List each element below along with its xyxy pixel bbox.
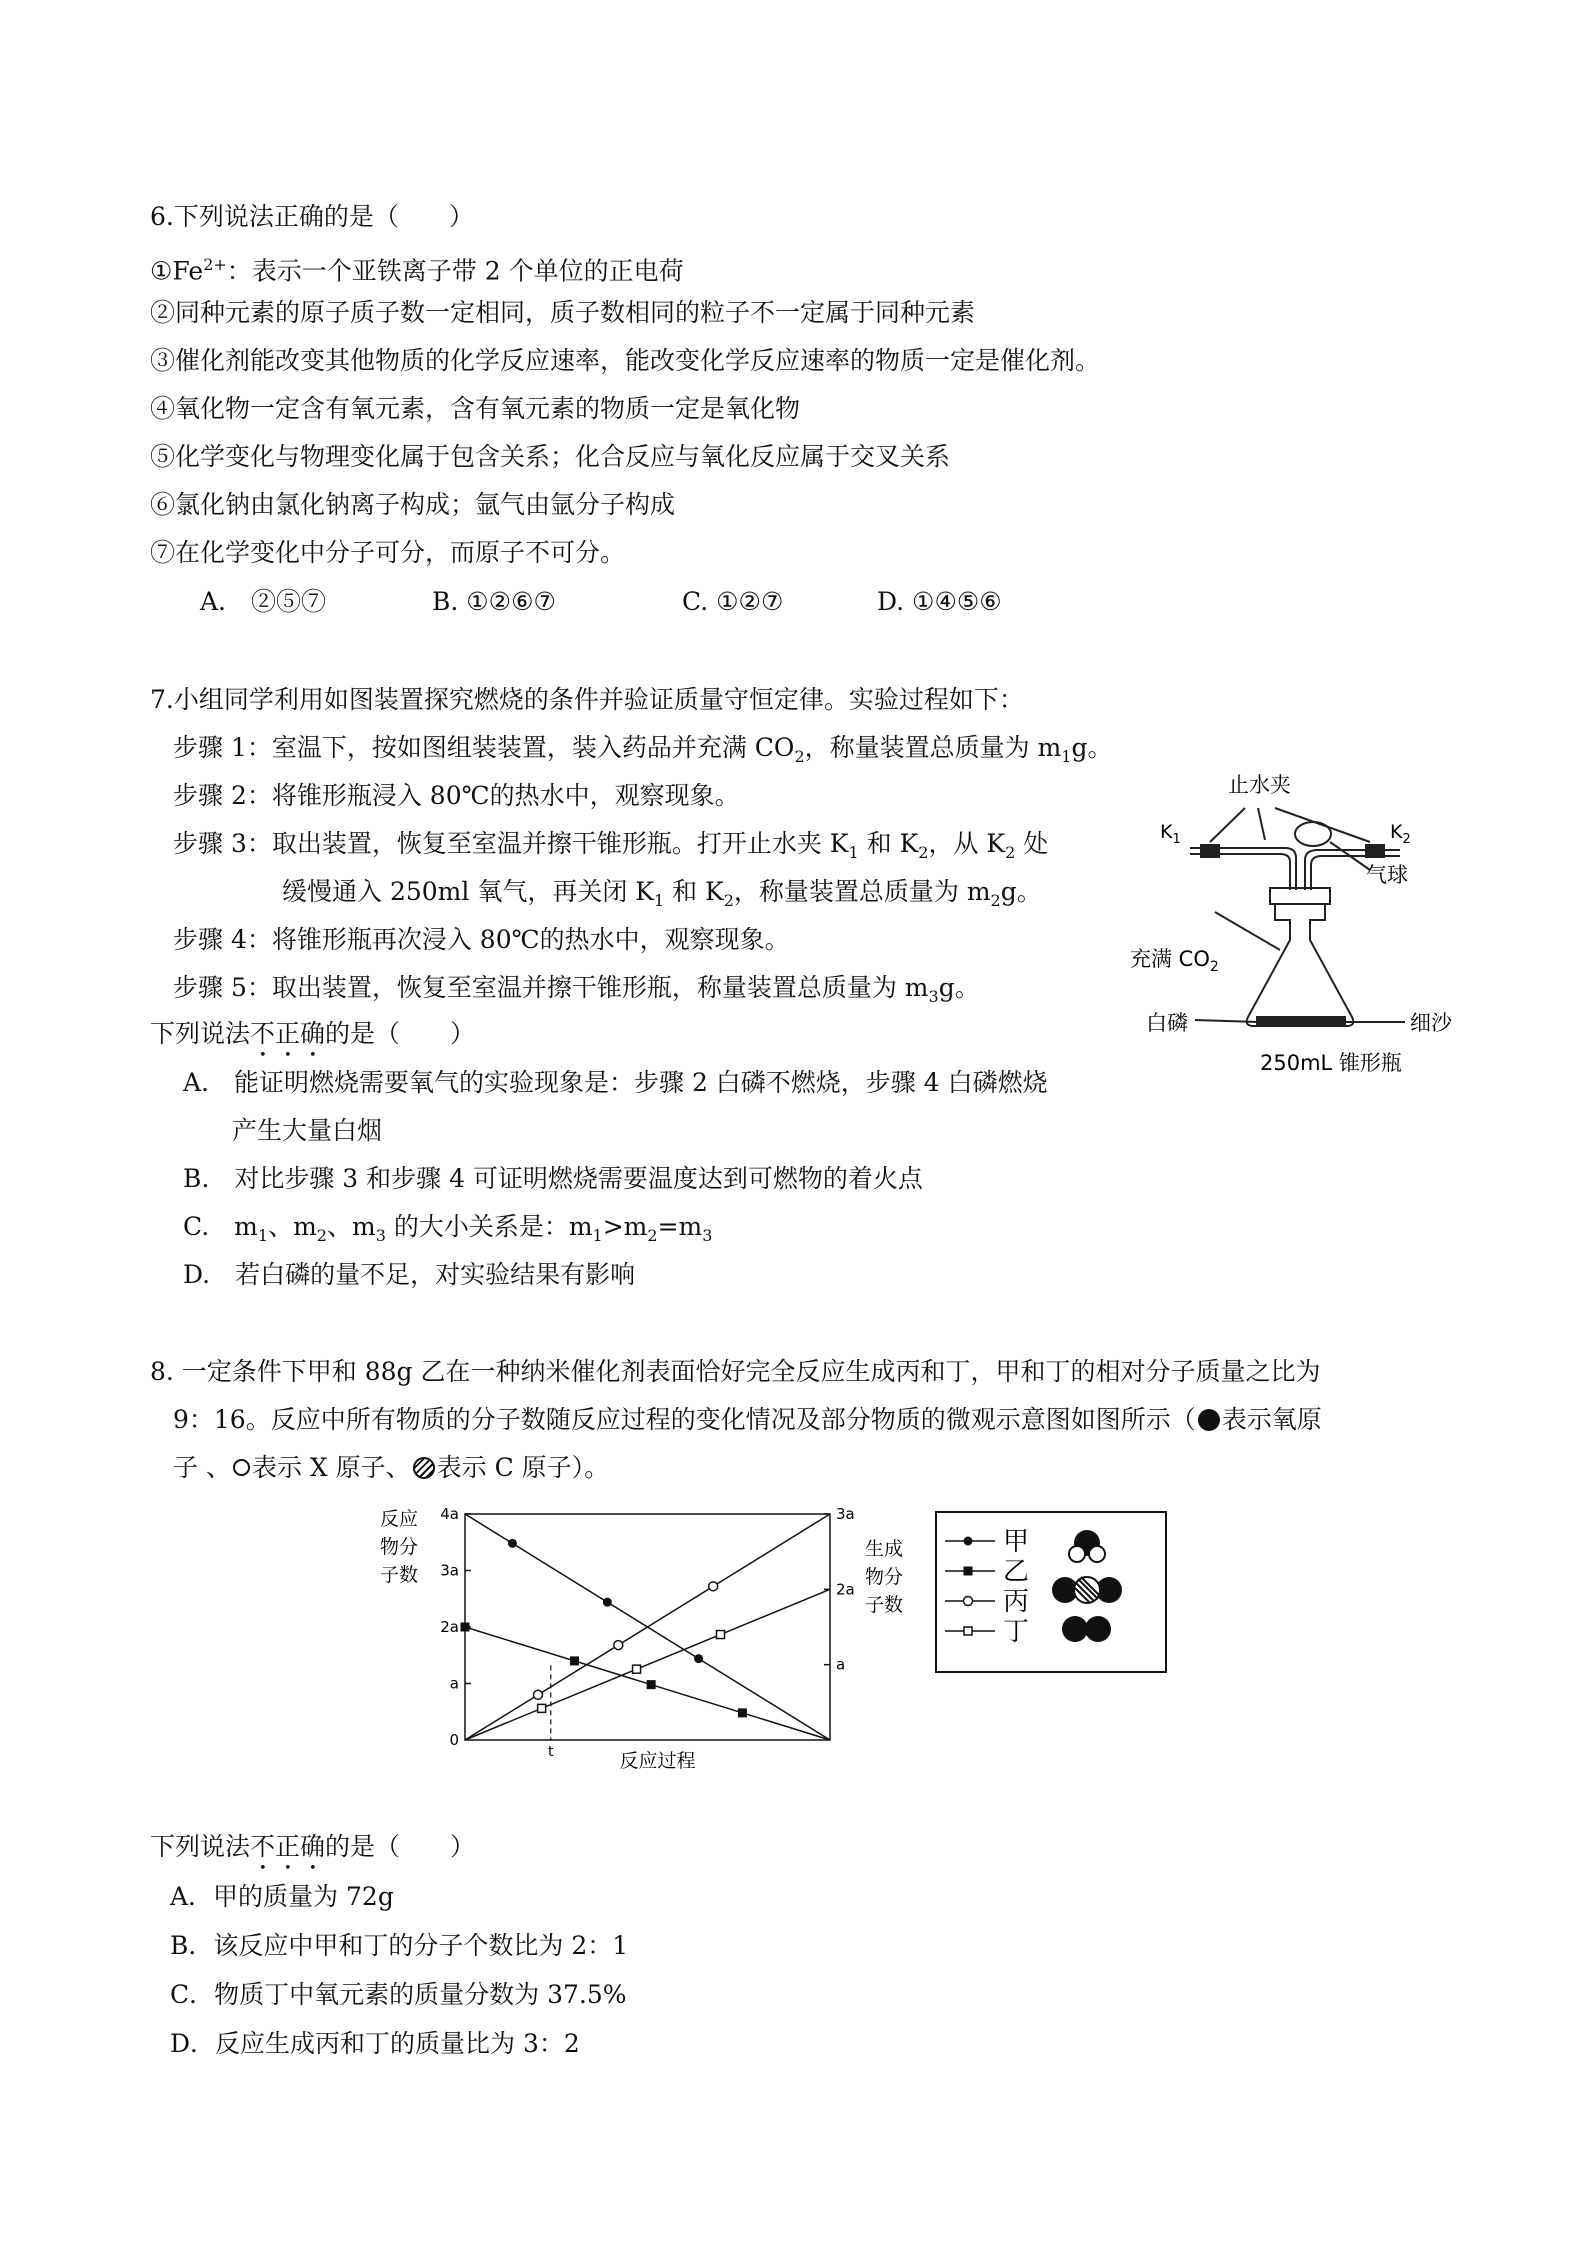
q8-stem-line2: 9：16。反应中所有物质的分子数随反应过程的变化情况及部分物质的微观示意图如图所示（ 表示氧原: [173, 1405, 1322, 1434]
q7-option-a-cont: 产生大量白烟: [232, 1116, 383, 1145]
point-丁: [717, 1631, 725, 1639]
point-丙: [534, 1690, 543, 1699]
right-tick-label: 3a: [836, 1505, 855, 1523]
carbon-atom-icon: [413, 1457, 435, 1479]
phosphorus-label: 白磷: [1146, 1011, 1188, 1035]
point-丙: [709, 1582, 718, 1591]
q8-option-a: A．甲的质量为 72g: [170, 1882, 394, 1911]
q7-option-c: C. $m_1$、$m_2$、$m_3$ 的大小关系是：$m_1>m_2=m_3$: [183, 1212, 713, 1245]
t-marker-label: t: [548, 1744, 554, 1760]
q7-step-5: 步骤 5：取出装置，恢复至室温并擦干锥形瓶，称量装置总质量为 $m_3g$。: [173, 973, 980, 1006]
left-axis-title: 物分: [380, 1536, 419, 1558]
right-axis-title: 生成: [865, 1538, 904, 1560]
point-乙: [570, 1656, 579, 1665]
left-tick-label: a: [449, 1674, 459, 1693]
k1-clamp: [1200, 844, 1220, 858]
point-乙: [738, 1708, 747, 1717]
stopper: [1270, 888, 1330, 904]
q8-option-d: D．反应生成丙和丁的质量比为 3：2: [170, 2029, 580, 2058]
q6-option-a: A. ②⑤⑦: [200, 587, 327, 616]
x-atom-icon: [233, 1459, 250, 1476]
flask-body: [1247, 900, 1354, 1026]
point-甲: [508, 1539, 517, 1548]
legend-label-丙: 丙: [1003, 1587, 1030, 1617]
right-tick-label: a: [836, 1655, 846, 1674]
point-乙: [647, 1680, 656, 1689]
q7-option-b: B. 对比步骤 3 和步骤 4 可证明燃烧需要温度达到可燃物的着火点: [183, 1164, 923, 1193]
q6-stem: 6.下列说法正确的是（ ）: [150, 202, 474, 231]
q7-step-2: 步骤 2：将锥形瓶浸入 80℃的热水中，观察现象。: [173, 781, 740, 810]
q7-step-1: 步骤 1：室温下，按如图组装装置，装入药品并充满 $CO_2$，称量装置总质量为 $m_1g$。: [173, 733, 1113, 766]
legend-label-乙: 乙: [1003, 1557, 1030, 1587]
point-丁: [538, 1704, 546, 1712]
q7-step-4: 步骤 4：将锥形瓶再次浸入 80℃的热水中，观察现象。: [173, 925, 790, 954]
legend-label-甲: 甲: [1003, 1527, 1030, 1557]
left-tick-label: 3a: [440, 1561, 459, 1580]
q6-statement-2: ②同种元素的原子质子数一定相同，质子数相同的粒子不一定属于同种元素: [150, 298, 976, 327]
left-axis-title: 反应: [380, 1508, 419, 1530]
right-axis-title: 物分: [865, 1566, 904, 1588]
q6-option-c: C. ①②⑦: [682, 587, 784, 616]
q6-statement-7: ⑦在化学变化中分子可分，而原子不可分。: [150, 538, 626, 567]
q8-stem-line3: 子 、 表示 X 原子、 表示 C 原子）。: [173, 1453, 610, 1482]
co2-label: 充满 $CO_2$: [1130, 947, 1219, 975]
q6-statement-6: ⑥氯化钠由氯化钠离子构成；氩气由氩分子构成: [150, 490, 676, 519]
molecule-yi-icon: [1052, 1577, 1122, 1603]
point-甲: [603, 1598, 612, 1607]
k2-clamp: [1365, 844, 1385, 858]
point-丁: [633, 1665, 641, 1673]
point-丙: [614, 1641, 623, 1650]
q7-step-3-cont: 缓慢通入 250ml 氧气，再关闭 $K_1$ 和 $K_2$，称量装置总质量为 $m_2g$。: [282, 877, 1042, 910]
sand-label: 细沙: [1410, 1011, 1452, 1035]
q8-legend-box: [935, 1511, 1167, 1673]
x-axis-title: 反应过程: [619, 1750, 696, 1772]
right-axis-title: 子数: [865, 1594, 904, 1616]
q6-option-d: D. ①④⑤⑥: [877, 587, 1002, 616]
left-tick-label: 0: [449, 1731, 459, 1749]
q8-option-b: B．该反应中甲和丁的分子个数比为 2：1: [170, 1931, 629, 1960]
q6-statement-4: ④氧化物一定含有氧元素，含有氧元素的物质一定是氧化物: [150, 394, 801, 423]
q7-option-a: A. 能证明燃烧需要氧气的实验现象是：步骤 2 白磷不燃烧，步骤 4 白磷燃烧: [183, 1068, 1048, 1097]
point-甲: [694, 1654, 703, 1663]
k2-label: $K_2$: [1390, 821, 1411, 847]
q8-option-c: C．物质丁中氧元素的质量分数为 37.5%: [170, 1980, 627, 2009]
q7-question: 下列说法不正确的是（ ）: [150, 1019, 476, 1048]
right-tick-label: 2a: [836, 1580, 855, 1599]
q6-statement-5: ⑤化学变化与物理变化属于包含关系；化合反应与氧化反应属于交叉关系: [150, 442, 951, 471]
q6-statement-1: $①Fe^{2+}$：表示一个亚铁离子带 2 个单位的正电荷: [150, 255, 684, 286]
q8-question: 下列说法不正确的是（ ）: [150, 1832, 476, 1861]
legend-marker: [964, 1597, 973, 1606]
left-axis-title: 子数: [380, 1564, 419, 1586]
q7-step-3: 步骤 3：取出装置，恢复至室温并擦干锥形瓶。打开止水夹 $K_1$ 和 $K_2$，从 $K_2$ 处: [173, 829, 1049, 862]
oxygen-atom-icon: [1198, 1409, 1220, 1431]
legend-marker: [964, 1567, 973, 1576]
legend-marker: [964, 1537, 973, 1546]
k1-label: $K_1$: [1160, 821, 1181, 847]
legend-label-丁: 丁: [1003, 1617, 1030, 1647]
balloon-label: 气球: [1366, 863, 1408, 887]
q6-option-b: B. ①②⑥⑦: [432, 587, 556, 616]
left-tick-label: 4a: [440, 1505, 459, 1523]
flask-caption: 250mL 锥形瓶: [1260, 1051, 1402, 1075]
legend-marker: [964, 1627, 972, 1635]
q8-stem-line1: 8. 一定条件下甲和 88g 乙在一种纳米催化剂表面恰好完全反应生成丙和丁，甲和丁的相对分子质量之比为: [150, 1357, 1321, 1386]
left-tube: [1190, 854, 1290, 890]
sand: [1256, 1016, 1346, 1025]
q7-apparatus-figure: [1130, 770, 1480, 1080]
q6-statement-3: ③催化剂能改变其他物质的化学反应速率，能改变化学反应速率的物质一定是催化剂。: [150, 346, 1101, 375]
legend-frame: [936, 1512, 1166, 1672]
point-乙: [461, 1623, 470, 1632]
clamp-label: 止水夹: [1228, 773, 1291, 797]
left-tick-label: 2a: [440, 1618, 459, 1636]
series-line-丁: [465, 1589, 830, 1740]
q7-option-d: D. 若白磷的量不足，对实验结果有影响: [183, 1260, 636, 1289]
q7-stem: 7.小组同学利用如图装置探究燃烧的条件并验证质量守恒定律。实验过程如下：: [150, 685, 1024, 714]
